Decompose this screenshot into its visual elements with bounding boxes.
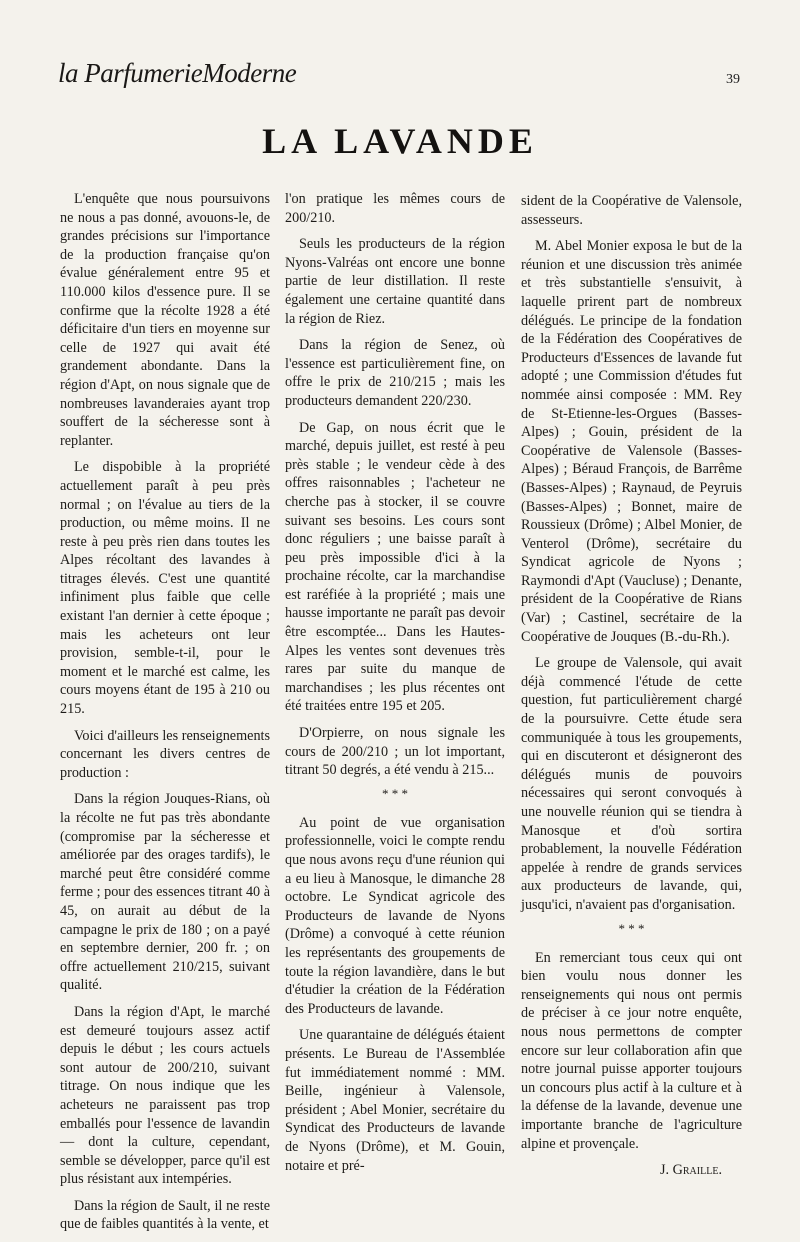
paragraph: Dans la région Jouques-Rians, où la récolte ne fut pas très abondante (compromise par la sécheresse et améliorée par des orages tardifs), le marché peut être considéré comme ferme ; pour des essences titrant 40 à 45, on aurait au début de la campagne le prix de 180 ; on a payé en septembre dernier, 200 fr. ; on offre actuellement 210/215, suivant qualité. xyxy=(60,791,270,994)
paragraph: Une quarantaine de délégués étaient présents. Le Bureau de l'Assemblée fut immédiatement nommé : MM. Beille, ingénieur à Valensole, président ; Abel Monier, secrétaire du Syndicat des Producteurs de lavande de Nyons (Drôme), et M. Gouin, notaire et pré- xyxy=(285,1027,505,1174)
paragraph: Au point de vue organisation professionnelle, voici le compte rendu que nous avons reçu d'une réunion qui a eu lieu à Manosque, le dimanche 28 octobre. Le Syndicat agricole des Producteurs de lavande de Nyons (Drôme) a convoqué à cette réunion les représentants des groupements de toute la région lavandière, dans le but d'étudier la création de la Fédération des Producteurs de lavande. xyxy=(285,814,505,1017)
section-separator: * * * xyxy=(618,920,645,936)
paragraph: L'enquête que nous poursuivons ne nous a pas donné, avouons-le, de grandes précisions sur l'importance de la production française qu'on évalue généralement entre 95 et 110.000 kilos d'essence pure. Il se confirme que la récolte 1928 a été déficitaire d'un tiers en moyenne sur celle de 1927 qui avait été grandement abondante. Dans la région d'Apt, on nous signale que de nombreuses lavanderaies ayant trop souffert de la sécheresse sont à replanter. xyxy=(60,191,270,449)
section-separator: * * * xyxy=(382,785,408,801)
article-title: LA LAVANDE xyxy=(262,121,538,161)
paragraph: Dans la région de Senez, où l'essence est particulièrement fine, on offre le prix de 210/215 ; mais les producteurs demandent 220/230. xyxy=(285,337,505,409)
paragraph: sident de la Coopérative de Valensole, assesseurs. xyxy=(521,193,742,228)
paragraph: Le dispobible à la propriété actuellement paraît à peu près normal ; on l'évalue au tiers de la production, ou même moins. Il ne reste à peu près rien dans toutes les Alpes récoltant des lavandes à titrages élevés. C'est une quantité infiniment plus faible que celle existant l'an dernier à cette époque ; mais les acheteurs ont leur provision, semble-t-il, pour le moment et le marché est calme, les cours moyens étant de 195 à 210 ou 215. xyxy=(60,459,270,718)
column-1 xyxy=(60,190,270,1242)
paragraph: De Gap, on nous écrit que le marché, depuis juillet, est resté à peu près stable ; le vendeur cède à des offres raisonnables ; l'acheteur ne cherche pas à stocker, il se couvre suivant ses besoins. Les cours sont donc réguliers ; une baisse paraît à peu près impossible d'ici à la prochaine récolte, car la marchandise est raréfiée à la propriété ; mais une hausse importante ne paraît pas devoir être escomptée... Dans les Hautes-Alpes les ventes sont devenues très rares par suite du manque de marchandises ; les plus récentes ont été traitées entre 195 et 205. xyxy=(285,419,505,715)
paragraph: Dans la région de Sault, il ne reste que de faibles quantités à la vente, et xyxy=(60,1197,270,1233)
column-2 xyxy=(285,190,505,1183)
masthead-logo: la ParfumerieModerne xyxy=(58,58,297,88)
paragraph: l'on pratique les mêmes cours de 200/210. xyxy=(285,191,505,226)
paragraph: D'Orpierre, on nous signale les cours de 200/210 ; un lot important, titrant 50 degrés, a été vendu à 215... xyxy=(285,725,505,779)
paragraph: Voici d'ailleurs les renseignements concernant les divers centres de production : xyxy=(60,727,270,781)
paragraph: M. Abel Monier exposa le but de la réunion et une discussion très animée et très substantielle s'ensuivit, à laquelle prirent part de nombreux délégués. Le principe de la fondation de la Fédération des Coopératives de Producteurs d'Essences de lavande fut adopté ; une Commission d'études fut nommée ainsi composée : MM. Rey de St-Etienne-les-Orgues (Basses-Alpes) ; Gouin, président de la Coopérative de Valensole (Basses-Alpes) ; Béraud François, de Barrême (Basses-Alpes) ; Raynaud, de Peyruis (Basses-Alpes) ; Bonnet, maire de Roussieux (Drôme) ; Albel Monier, de Venterol (Drôme), secrétaire du Syndicat agricole de Nyons ; Raymondi d'Apt (Vaucluse) ; Denante, président de la Coopérative de Rians (Var) ; Castinel, secrétaire de la Coopérative de Jouques (B.-du-Rh.). xyxy=(521,238,742,645)
column-3 xyxy=(521,192,742,1188)
paragraph: Le groupe de Valensole, qui avait déjà commencé l'étude de cette question, fut particulièrement chargé de la poursuivre. Cette étude sera communiquée à tous les groupements, qui en discuteront et désigneront des délégués munis de pouvoirs nécessaires qui seront convoqués à une nouvelle réunion qui se tiendra à Manosque et d'où sortira probablement, la nouvelle Fédération appelée à rendre de grands services aux producteurs de lavande, qui, jusqu'ici, n'avaient pas d'organisation. xyxy=(521,655,742,913)
author-signature: J. Graille. xyxy=(660,1162,722,1179)
page-number: 39 xyxy=(726,72,740,87)
paragraph: Dans la région d'Apt, le marché est demeuré toujours assez actif depuis le début ; les cours actuels sont autour de 200/210, suivant titrage. On nous indique que les acheteurs ne paraissent pas trop emballés pour l'essence de lavandin — dont la culture, cependant, semble se développer, parce qu'il est plus résistant aux intempéries. xyxy=(60,1003,270,1188)
paragraph: Seuls les producteurs de la région Nyons-Valréas ont encore une bonne partie de leur distillation. Il reste également une certaine quantité dans la région de Riez. xyxy=(285,236,505,327)
paragraph: En remerciant tous ceux qui ont bien voulu nous donner les renseignements qui nous ont permis de préciser à ce jour notre enquête, nous nous permettons de compter encore sur leur collaboration afin que notre journal puisse apporter toujours un concours plus actif à la culture et à la défense de la lavande, devenue une importante branche de l'agriculture alpine et provençale. xyxy=(521,949,742,1152)
